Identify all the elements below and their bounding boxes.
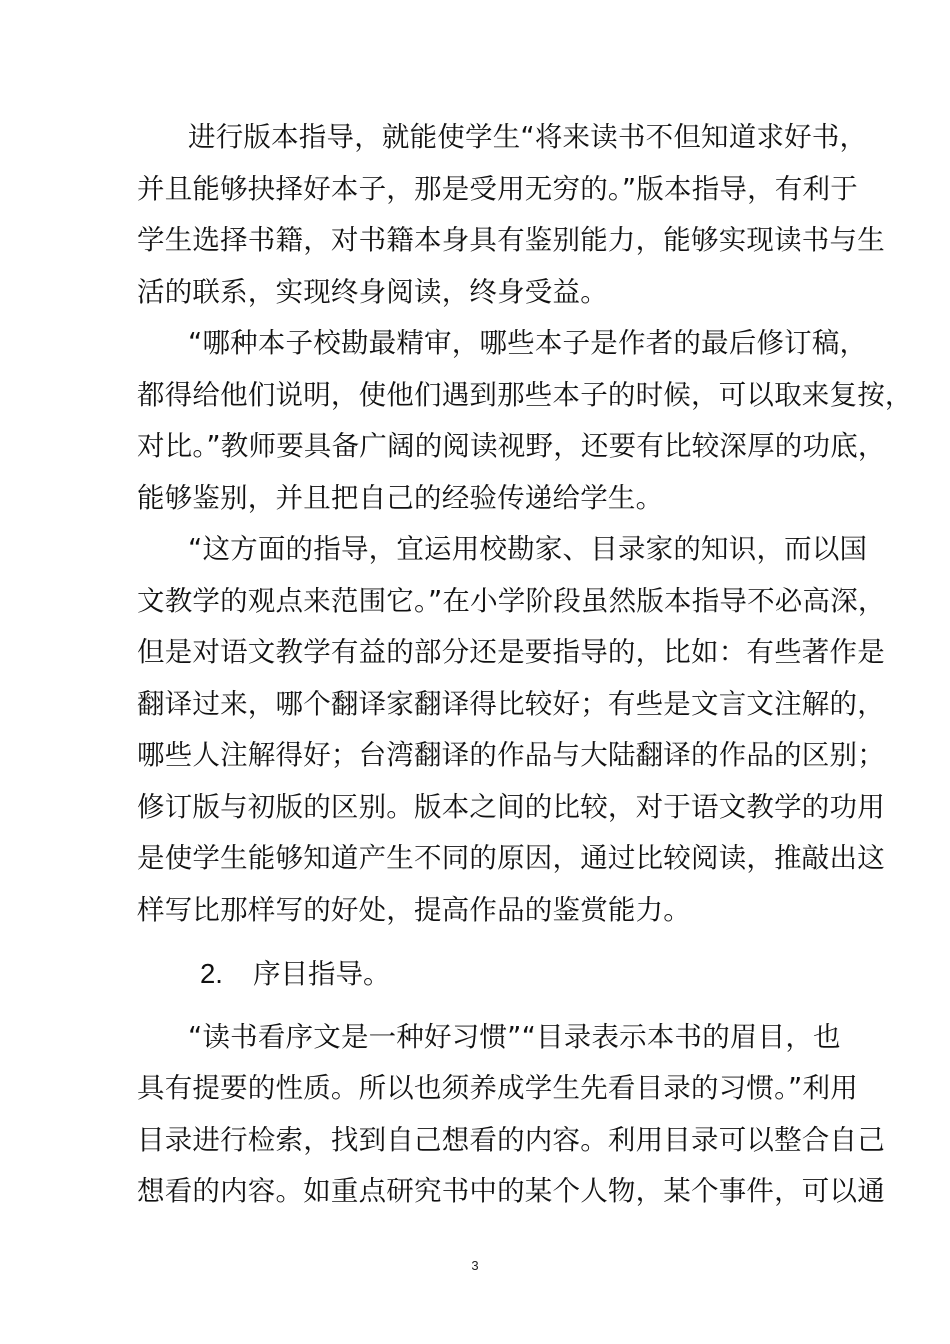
page-number: 3: [471, 1258, 479, 1273]
text-line: 修订版与初版的区别。版本之间的比较，对于语文教学的功用: [137, 790, 885, 823]
text-line: 活的联系，实现终身阅读，终身受益。: [137, 275, 608, 308]
text-line: 对比。”教师要具备广阔的阅读视野，还要有比较深厚的功底，: [137, 430, 886, 462]
text-line: “读书看序文是一种好习惯”“目录表示本书的眉目，也: [188, 1020, 841, 1053]
section-heading: [137, 948, 837, 1000]
section-number: 2.: [200, 958, 223, 989]
text-line: 能够鉴别，并且把自己的经验传递给学生。: [137, 481, 664, 514]
text-line: 文教学的观点来范围它。”在小学阶段虽然版本指导不必高深，: [137, 584, 886, 617]
text-line: 并且能够抉择好本子，那是受用无穷的。”版本指导，有利于: [137, 172, 858, 205]
text-line: 样写比那样写的好处，提高作品的鉴赏能力。: [137, 893, 691, 926]
text-line: 是使学生能够知道产生不同的原因，通过比较阅读，推敲出这: [137, 842, 885, 874]
text-line: “哪种本子校勘最精审，哪些本子是作者的最后修订稿，: [188, 327, 868, 359]
text-line: 学生选择书籍，对书籍本身具有鉴别能力，能够实现读书与生: [137, 224, 885, 256]
text-line: “这方面的指导，宜运用校勘家、目录家的知识，而以国: [188, 533, 868, 565]
paragraph-preface-catalog: [137, 1012, 885, 1218]
text-line: 进行版本指导，就能使学生“将来读书不但知道求好书，: [188, 121, 868, 153]
paragraph-catalog-knowledge: [137, 524, 886, 936]
text-line: 目录进行检索，找到自己想看的内容。利用目录可以整合自己: [137, 1123, 885, 1156]
text-line: 想看的内容。如重点研究书中的某个人物，某个事件，可以通: [137, 1175, 885, 1207]
text-line: 都得给他们说明，使他们遇到那些本子的时候，可以取来复按，: [137, 378, 913, 411]
text-line: 但是对语文教学有益的部分还是要指导的，比如：有些著作是: [137, 636, 885, 668]
paragraph-version-guidance: [137, 112, 885, 318]
text-line: 具有提要的性质。所以也须养成学生先看目录的习惯。”利用: [137, 1072, 858, 1104]
text-line: 翻译过来，哪个翻译家翻译得比较好；有些是文言文注解的，: [137, 687, 885, 720]
text-line: 哪些人注解得好；台湾翻译的作品与大陆翻译的作品的区别；: [137, 739, 885, 771]
document-body: [137, 112, 913, 1218]
paragraph-collation: [137, 318, 913, 524]
section-title: 序目指导。: [253, 958, 391, 990]
